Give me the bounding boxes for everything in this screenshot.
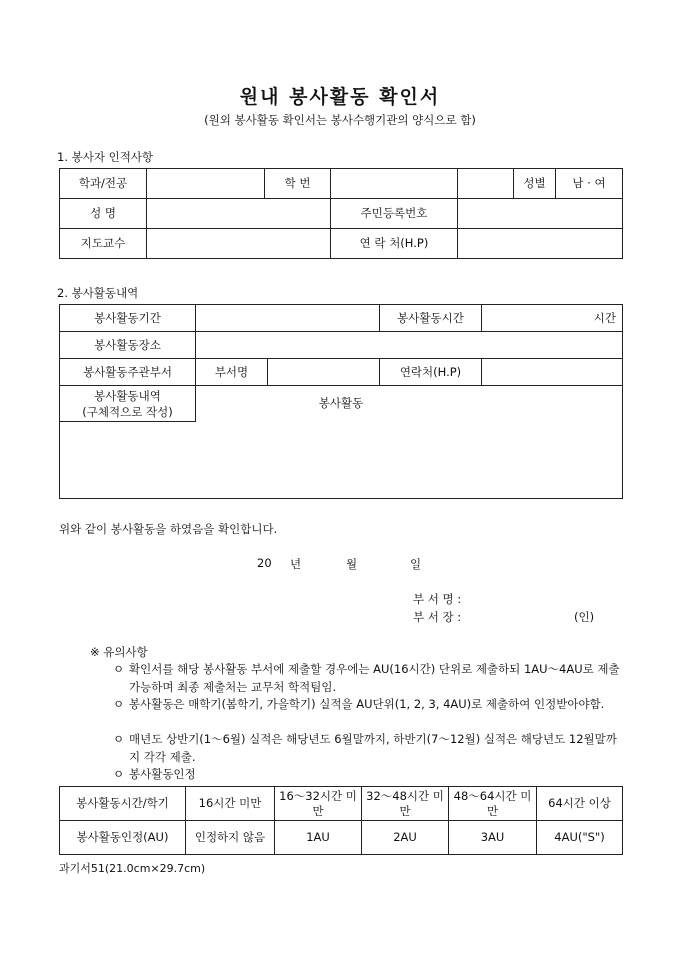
resident-no-label: 주민등록번호 bbox=[331, 199, 458, 229]
place-field[interactable] bbox=[196, 332, 623, 359]
name-label: 성 명 bbox=[60, 199, 147, 229]
hours-label: 봉사활동시간 bbox=[380, 305, 482, 332]
month-label: 월 bbox=[346, 557, 358, 571]
note-text: 매년도 상반기(1～6월) 실적은 해당년도 6월말까지, 하반기(7～12월) 실적은 해당년도 12월말까지 각각 제출. bbox=[129, 732, 617, 764]
au-row-cell: 봉사활동인정(AU) bbox=[60, 821, 186, 855]
document-subtitle: (원외 봉사활동 확인서는 봉사수행기관의 양식으로 함) bbox=[204, 113, 476, 127]
bullet-icon: ㅇ bbox=[113, 732, 125, 746]
note-item bbox=[113, 766, 623, 784]
bullet-icon: ㅇ bbox=[113, 697, 125, 711]
au-row-cell: 3AU bbox=[449, 821, 537, 855]
gender-label: 성별 bbox=[514, 169, 556, 199]
bullet-icon: ㅇ bbox=[113, 662, 125, 676]
advisor-label: 지도교수 bbox=[60, 229, 147, 259]
year-label: 년 bbox=[290, 557, 302, 571]
dept-field[interactable] bbox=[147, 169, 265, 199]
au-header-cell: 16시간 미만 bbox=[186, 787, 275, 821]
au-header-cell: 48～64시간 미만 bbox=[449, 787, 537, 821]
section2-heading: 2. 봉사활동내역 bbox=[57, 286, 139, 300]
bullet-icon: ㅇ bbox=[113, 767, 125, 781]
note-item bbox=[113, 696, 623, 714]
section1-heading: 1. 봉사자 인적사항 bbox=[57, 150, 154, 164]
advisor-field[interactable] bbox=[147, 229, 331, 259]
dept-head-sign: 부 서 장 : bbox=[413, 610, 462, 624]
au-row-cell: 인정하지 않음 bbox=[186, 821, 275, 855]
au-row-cell: 1AU bbox=[275, 821, 362, 855]
host-dept-label: 봉사활동주관부서 bbox=[60, 359, 196, 386]
au-row-cell: 4AU("S") bbox=[537, 821, 623, 855]
place-label: 봉사활동장소 bbox=[60, 332, 196, 359]
dept-name-label: 부서명 bbox=[196, 359, 268, 386]
content-label-2: (구체적으로 작성) bbox=[82, 405, 173, 419]
year-prefix: 20 bbox=[257, 556, 272, 570]
blank-cell[interactable] bbox=[458, 169, 514, 199]
dept-contact-label: 연락처(H.P) bbox=[380, 359, 482, 386]
resident-no-field[interactable] bbox=[458, 199, 623, 229]
student-no-field[interactable] bbox=[331, 169, 458, 199]
contact-field[interactable] bbox=[458, 229, 623, 259]
dept-contact-field[interactable] bbox=[482, 359, 623, 386]
confirm-text: 위와 같이 봉사활동을 하였음을 확인합니다. bbox=[59, 522, 278, 536]
document-title: 원내 봉사활동 확인서 bbox=[239, 86, 441, 108]
note-text: 확인서를 해당 봉사활동 부서에 제출할 경우에는 AU(16시간) 단위로 제출하되 1AU～4AU로 제출 가능하며 최종 제출처는 교무처 학적팀임. bbox=[129, 662, 620, 694]
au-header-cell: 64시간 이상 bbox=[537, 787, 623, 821]
personal-info-table bbox=[59, 168, 623, 259]
content-value: 봉사활동 bbox=[318, 396, 364, 410]
form-code: 과기서51(21.0cm×29.7cm) bbox=[59, 862, 206, 875]
au-header-cell: 봉사활동시간/학기 bbox=[60, 787, 186, 821]
dept-name-sign: 부 서 명 : bbox=[413, 592, 462, 606]
period-label: 봉사활동기간 bbox=[60, 305, 196, 332]
day-label: 일 bbox=[410, 557, 422, 571]
hours-field[interactable]: 시간 bbox=[482, 305, 623, 332]
student-no-label: 학 번 bbox=[265, 169, 331, 199]
name-field[interactable] bbox=[147, 199, 331, 229]
seal-mark: (인) bbox=[574, 610, 595, 624]
content-label-1: 봉사활동내역 bbox=[94, 389, 161, 403]
note-text: 봉사활동인정 bbox=[129, 767, 196, 781]
au-header-cell: 16～32시간 미만 bbox=[275, 787, 362, 821]
dept-label: 학과/전공 bbox=[60, 169, 147, 199]
gender-field[interactable]: 남 · 여 bbox=[556, 169, 623, 199]
au-header-cell: 32～48시간 미만 bbox=[362, 787, 449, 821]
notes-heading: ※ 유의사항 bbox=[90, 645, 148, 659]
dept-name-field[interactable] bbox=[268, 359, 380, 386]
note-item bbox=[113, 661, 623, 696]
activity-table bbox=[59, 304, 623, 499]
au-table bbox=[59, 786, 623, 855]
note-text: 봉사활동은 매학기(봄학기, 가을학기) 실적을 AU단위(1, 2, 3, 4AU)로 제출하여 인정받아야함. bbox=[129, 697, 605, 711]
content-field[interactable] bbox=[60, 386, 623, 499]
contact-label: 연 락 처(H.P) bbox=[331, 229, 458, 259]
note-item bbox=[113, 731, 623, 766]
au-row-cell: 2AU bbox=[362, 821, 449, 855]
period-field[interactable] bbox=[196, 305, 380, 332]
